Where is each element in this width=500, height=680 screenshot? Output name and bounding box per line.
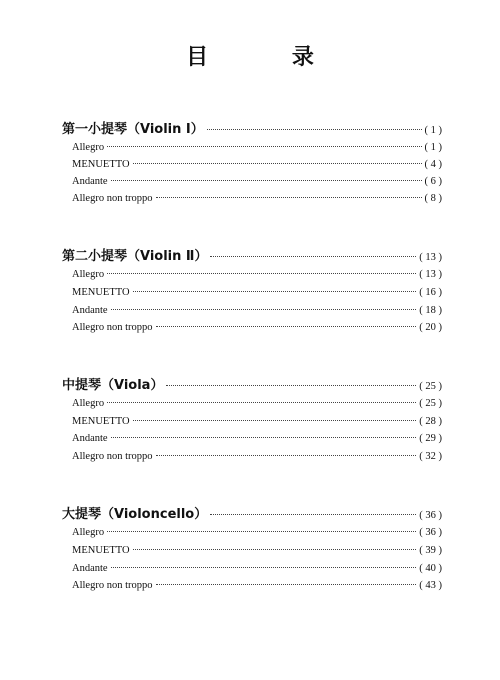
page-number: ( 20 ) bbox=[419, 322, 442, 333]
toc-section-heading[interactable] bbox=[62, 245, 442, 264]
page-number: ( 40 ) bbox=[419, 563, 442, 574]
toc-entry[interactable] bbox=[72, 322, 442, 333]
dot-leader bbox=[156, 326, 417, 327]
entry-label: MENUETTO bbox=[72, 545, 130, 556]
toc-entry[interactable] bbox=[72, 416, 442, 427]
dot-leader bbox=[133, 163, 422, 164]
dot-leader bbox=[156, 197, 422, 198]
dot-leader bbox=[210, 514, 416, 515]
toc-entry[interactable] bbox=[72, 159, 442, 170]
page-number: ( 13 ) bbox=[419, 252, 442, 263]
page-title: 目 录 bbox=[186, 44, 352, 70]
page-number: ( 8 ) bbox=[425, 193, 443, 204]
toc-entry[interactable] bbox=[72, 433, 442, 444]
page-number: ( 28 ) bbox=[419, 416, 442, 427]
entry-label: Andante bbox=[72, 176, 108, 187]
entry-label: Andante bbox=[72, 305, 108, 316]
page-number: ( 16 ) bbox=[419, 287, 442, 298]
toc-entry[interactable] bbox=[72, 580, 442, 591]
page-number: ( 29 ) bbox=[419, 433, 442, 444]
entry-label: Andante bbox=[72, 433, 108, 444]
entry-label: MENUETTO bbox=[72, 416, 130, 427]
toc-entry[interactable] bbox=[72, 269, 442, 280]
dot-leader bbox=[207, 129, 422, 130]
toc-entry[interactable] bbox=[72, 142, 442, 153]
entry-label: Allegro bbox=[72, 142, 105, 153]
toc-entry[interactable] bbox=[72, 305, 442, 316]
entry-label: MENUETTO bbox=[72, 287, 130, 298]
entry-label: Andante bbox=[72, 563, 108, 574]
dot-leader bbox=[107, 146, 421, 147]
toc-entry[interactable] bbox=[72, 563, 442, 574]
dot-leader bbox=[111, 437, 417, 438]
toc-section-heading[interactable] bbox=[62, 118, 442, 137]
page-number: ( 6 ) bbox=[425, 176, 443, 187]
page-number: ( 1 ) bbox=[425, 142, 443, 153]
toc-entry[interactable] bbox=[72, 193, 442, 204]
toc-entry[interactable] bbox=[72, 451, 442, 462]
page-number: ( 36 ) bbox=[419, 510, 442, 521]
dot-leader bbox=[133, 549, 417, 550]
toc-section-heading[interactable] bbox=[62, 374, 442, 393]
toc-section-heading[interactable] bbox=[62, 503, 442, 522]
page-number: ( 25 ) bbox=[419, 381, 442, 392]
toc-entry[interactable] bbox=[72, 545, 442, 556]
entry-label: Allegro bbox=[72, 269, 105, 280]
entry-label: Allegro bbox=[72, 398, 105, 409]
toc-entry[interactable] bbox=[72, 527, 442, 538]
dot-leader bbox=[133, 291, 417, 292]
section-title: 中提琴（Viola） bbox=[62, 378, 164, 393]
entry-label: MENUETTO bbox=[72, 159, 130, 170]
page-number: ( 18 ) bbox=[419, 305, 442, 316]
dot-leader bbox=[111, 567, 417, 568]
page-number: ( 1 ) bbox=[425, 125, 443, 136]
dot-leader bbox=[107, 402, 416, 403]
dot-leader bbox=[107, 531, 416, 532]
page-number: ( 32 ) bbox=[419, 451, 442, 462]
dot-leader bbox=[107, 273, 416, 274]
page-number: ( 39 ) bbox=[419, 545, 442, 556]
entry-label: Allegro non troppo bbox=[72, 580, 153, 591]
toc-entry[interactable] bbox=[72, 287, 442, 298]
dot-leader bbox=[210, 256, 416, 257]
page-number: ( 4 ) bbox=[425, 159, 443, 170]
entry-label: Allegro non troppo bbox=[72, 193, 153, 204]
section-title: 大提琴（Violoncello） bbox=[62, 507, 208, 522]
dot-leader bbox=[133, 420, 417, 421]
dot-leader bbox=[156, 455, 417, 456]
entry-label: Allegro non troppo bbox=[72, 322, 153, 333]
page-number: ( 13 ) bbox=[419, 269, 442, 280]
dot-leader bbox=[111, 309, 417, 310]
page-number: ( 25 ) bbox=[419, 398, 442, 409]
toc-entry[interactable] bbox=[72, 176, 442, 187]
dot-leader bbox=[111, 180, 422, 181]
toc-entry[interactable] bbox=[72, 398, 442, 409]
dot-leader bbox=[156, 584, 417, 585]
entry-label: Allegro bbox=[72, 527, 105, 538]
section-title: 第二小提琴（Violin Ⅱ） bbox=[62, 249, 208, 264]
section-title: 第一小提琴（Violin Ⅰ） bbox=[62, 122, 204, 137]
page-number: ( 43 ) bbox=[419, 580, 442, 591]
entry-label: Allegro non troppo bbox=[72, 451, 153, 462]
dot-leader bbox=[166, 385, 416, 386]
page-number: ( 36 ) bbox=[419, 527, 442, 538]
